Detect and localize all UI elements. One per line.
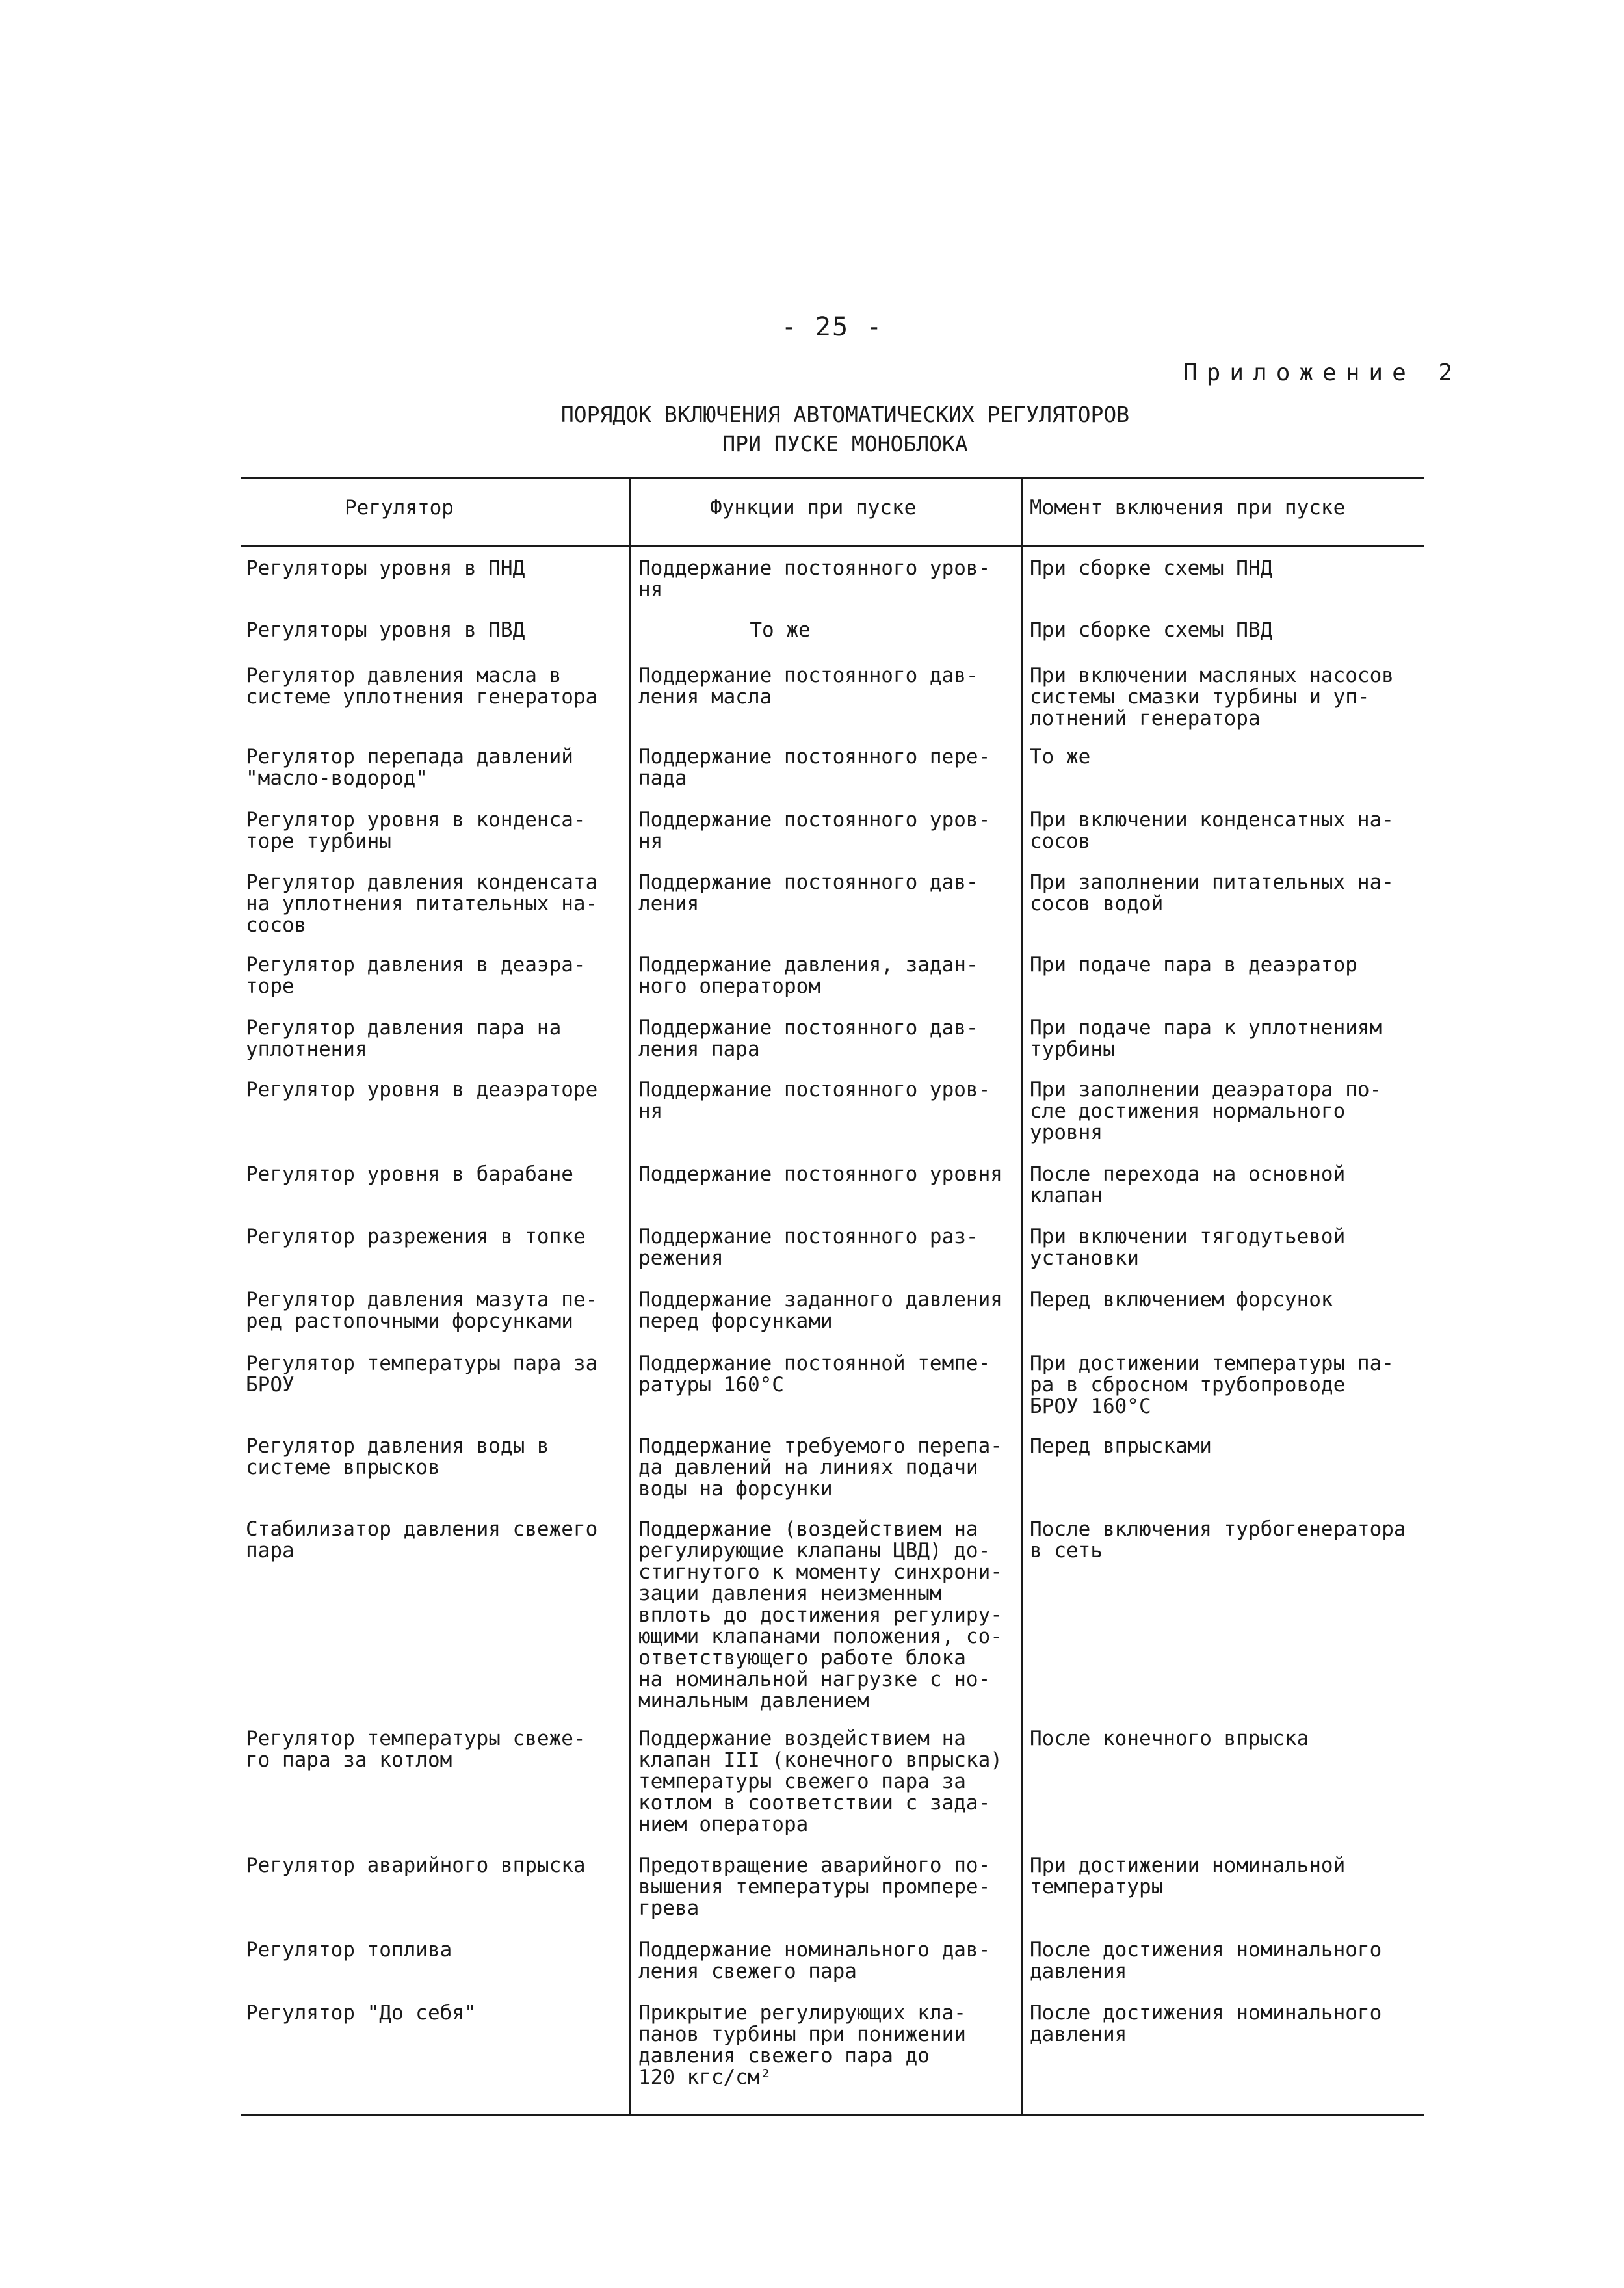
document-title: ПОРЯДОК ВКЛЮЧЕНИЯ АВТОМАТИЧЕСКИХ РЕГУЛЯТОРОВ <box>560 402 1130 427</box>
cell-moment: При достижении температуры па- ра в сбросном трубопроводе БРОУ 160°С <box>1030 1352 1394 1418</box>
cell-moment: После достижения номинального давления <box>1030 2001 1382 2046</box>
cell-moment: Перед впрысками <box>1030 1434 1212 1458</box>
cell-regulator: Регулятор уровня в барабане <box>246 1163 573 1186</box>
cell-regulator: Регулятор "До себя" <box>246 2001 477 2025</box>
cell-moment: При включении тягодутьевой установки <box>1030 1225 1346 1270</box>
cell-function: Поддержание номинального дав- ления свежего пара <box>638 1938 991 1983</box>
cell-moment: При заполнении питательных на- сосов водой <box>1030 871 1394 915</box>
cell-regulator: Регулятор температуры свеже- го пара за котлом <box>246 1727 586 1772</box>
cell-function: Поддержание постоянного дав- ления пара <box>638 1016 978 1061</box>
cell-moment: При подаче пара к уплотнениям турбины <box>1030 1016 1382 1061</box>
cell-regulator: Регулятор давления мазута пе- ред растопочными форсунками <box>246 1288 598 1333</box>
cell-moment: При заполнении деаэратора по- сле достижения нормального уровня <box>1030 1078 1382 1144</box>
cell-regulator: Регулятор разрежения в топке <box>246 1225 586 1248</box>
cell-function: То же <box>750 618 811 642</box>
cell-moment: После включения турбогенератора в сеть <box>1030 1518 1406 1562</box>
cell-regulator: Регулятор давления конденсата на уплотнения питательных на- сосов <box>246 871 598 937</box>
cell-function: Поддержание постоянного дав- ления <box>638 871 978 915</box>
regulators-table <box>241 477 1424 2116</box>
header-function: Функции при пуске <box>710 496 917 519</box>
cell-moment: При сборке схемы ПНД <box>1030 557 1273 580</box>
cell-regulator: Регуляторы уровня в ПНД <box>246 557 525 580</box>
cell-function: Поддержание требуемого перепа- да давлений на линиях подачи воды на форсунки <box>638 1434 1002 1501</box>
cell-regulator: Регулятор давления воды в системе впрысков <box>246 1434 549 1479</box>
cell-function: Предотвращение аварийного по- вышения температуры промпере- грева <box>638 1854 991 1920</box>
cell-moment: После конечного впрыска <box>1030 1727 1309 1750</box>
cell-regulator: Регулятор температуры пара за БРОУ <box>246 1352 598 1397</box>
cell-function: Поддержание постоянного раз- режения <box>638 1225 978 1270</box>
column-divider <box>629 477 631 2116</box>
cell-function: Поддержание постоянного дав- ления масла <box>638 664 978 709</box>
cell-regulator: Стабилизатор давления свежего пара <box>246 1518 598 1562</box>
cell-moment: После достижения номинального давления <box>1030 1938 1382 1983</box>
cell-function: Поддержание заданного давления перед форсунками <box>638 1288 1002 1333</box>
cell-regulator: Регулятор давления пара на уплотнения <box>246 1016 562 1061</box>
cell-regulator: Регулятор уровня в деаэраторе <box>246 1078 598 1101</box>
cell-function: Поддержание давления, задан- ного оператором <box>638 953 978 998</box>
cell-regulator: Регуляторы уровня в ПВД <box>246 618 525 642</box>
cell-function: Прикрытие регулирующих кла- панов турбины при понижении давления свежего пара до 120 кгс/см² <box>638 2001 966 2089</box>
cell-function: Поддержание (воздействием на регулирующие клапаны ЦВД) до- стигнутого к моменту синхрони- зации давления неизменным вплоть до достижения регулиру- ющими клапанами положения, со- ответствующего работе блока на номинальной нагрузке с но- минальным давлением <box>638 1518 1002 1713</box>
cell-regulator: Регулятор аварийного впрыска <box>246 1854 586 1877</box>
table-top-rule <box>241 477 1424 479</box>
cell-regulator: Регулятор топлива <box>246 1938 452 1962</box>
cell-function: Поддержание воздействием на клапан III (конечного впрыска) температуры свежего пара за котлом в соответствии с зада- нием оператора <box>638 1727 1002 1836</box>
cell-moment: При подаче пара в деаэратор <box>1030 953 1357 977</box>
cell-moment: При достижении номинальной температуры <box>1030 1854 1346 1899</box>
page-number: - 25 - <box>781 312 884 342</box>
cell-moment: Перед включением форсунок <box>1030 1288 1333 1311</box>
cell-moment: После перехода на основной клапан <box>1030 1163 1346 1207</box>
table-bottom-rule <box>241 2114 1424 2116</box>
cell-moment: То же <box>1030 745 1091 769</box>
cell-moment: При включении масляных насосов системы смазки турбины и уп- лотнений генератора <box>1030 664 1394 730</box>
cell-regulator: Регулятор уровня в конденса- торе турбины <box>246 808 586 853</box>
header-moment: Момент включения при пуске <box>1030 496 1346 519</box>
cell-regulator: Регулятор перепада давлений "масло-водород" <box>246 745 573 790</box>
cell-function: Поддержание постоянного уров- ня <box>638 1078 991 1123</box>
table-header-rule <box>241 545 1424 547</box>
cell-regulator: Регулятор давления масла в системе уплотнения генератора <box>246 664 598 709</box>
appendix-label: Приложение 2 <box>1183 360 1462 386</box>
cell-regulator: Регулятор давления в деаэра- торе <box>246 953 586 998</box>
cell-function: Поддержание постоянного уров- ня <box>638 808 991 853</box>
cell-function: Поддержание постоянной темпе- ратуры 160°С <box>638 1352 991 1397</box>
cell-moment: При включении конденсатных на- сосов <box>1030 808 1394 853</box>
cell-function: Поддержание постоянного уровня <box>638 1163 1002 1186</box>
header-regulator: Регулятор <box>345 496 454 519</box>
cell-function: Поддержание постоянного уров- ня <box>638 557 991 601</box>
document-subtitle: ПРИ ПУСКЕ МОНОБЛОКА <box>722 431 968 456</box>
cell-moment: При сборке схемы ПВД <box>1030 618 1273 642</box>
cell-function: Поддержание постоянного пере- пада <box>638 745 991 790</box>
